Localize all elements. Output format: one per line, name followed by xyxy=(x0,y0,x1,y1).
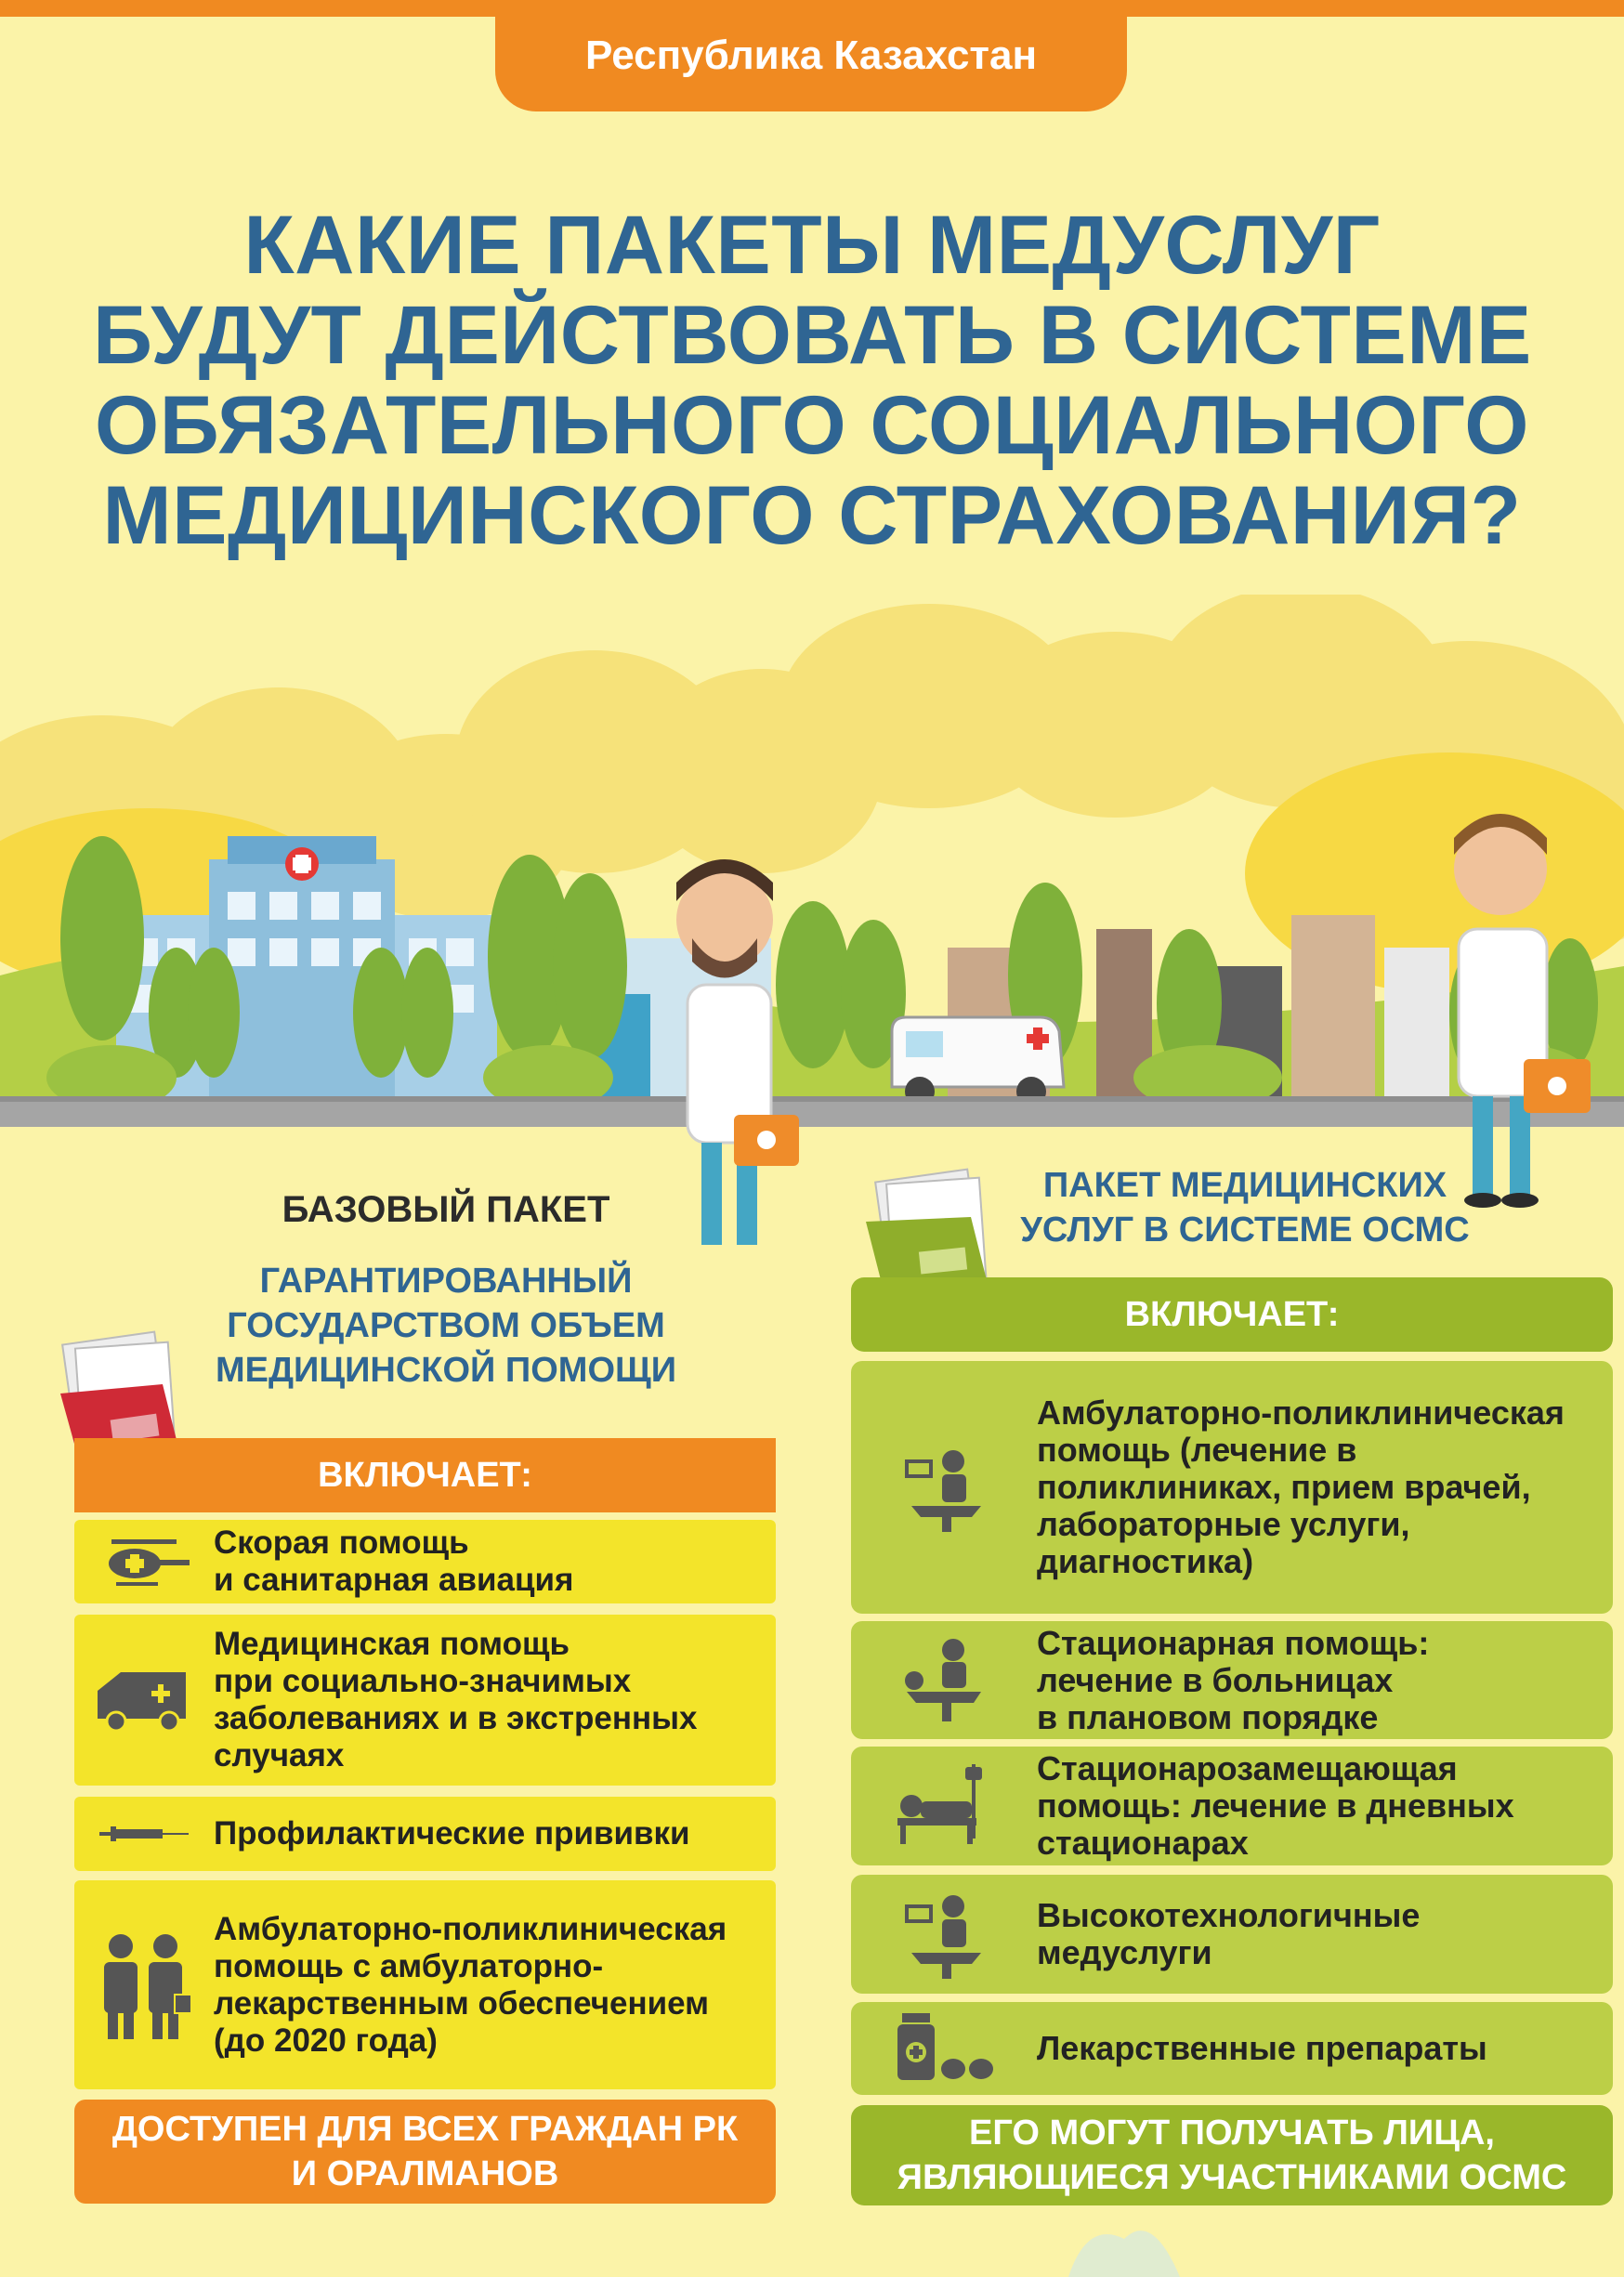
list-item xyxy=(74,1615,776,1786)
dental-chair-icon xyxy=(851,1441,1037,1534)
title-line: УСЛУГ В СИСТЕМЕ ОСМС xyxy=(1020,1210,1470,1250)
list-item-text xyxy=(214,1911,727,2060)
basic-package-subtitle xyxy=(177,1259,715,1393)
title-line: КАКИЕ ПАКЕТЫ МЕДУСЛУГ xyxy=(243,198,1381,291)
subtitle-line: ГАРАНТИРОВАННЫЙ xyxy=(259,1262,633,1301)
title-line: МЕДИЦИНСКОГО СТРАХОВАНИЯ? xyxy=(102,468,1522,561)
text-line: Скорая помощь xyxy=(214,1525,469,1561)
list-item-text xyxy=(214,1626,698,1774)
footer-line: ЕГО МОГУТ ПОЛУЧАТЬ ЛИЦА, xyxy=(969,2113,1495,2153)
list-item xyxy=(74,1880,776,2089)
basic-includes-header: ВКЛЮЧАЕТ: xyxy=(74,1438,776,1512)
medicine-icon xyxy=(851,2011,1037,2086)
text-line: (до 2020 года) xyxy=(214,2022,438,2059)
syringe-icon xyxy=(74,1823,214,1845)
text-line: помощь (лечение в xyxy=(1037,1431,1357,1469)
text-line: и санитарная авиация xyxy=(214,1562,574,1598)
list-item xyxy=(74,1520,776,1603)
list-item xyxy=(851,2002,1613,2095)
text-line: Высокотехнологичные xyxy=(1037,1896,1421,1934)
page-title xyxy=(93,200,1531,560)
list-item-text xyxy=(1037,1394,1565,1580)
hospital-bed-icon xyxy=(851,1760,1037,1852)
footer-line: ДОСТУПЕН ДЛЯ ВСЕХ ГРАЖДАН РК xyxy=(111,2110,739,2149)
text-line: Стационарная помощь: xyxy=(1037,1623,1430,1662)
text-line: помощь с амбулаторно- xyxy=(214,1947,604,1984)
list-item xyxy=(851,1621,1613,1739)
country-label: Республика Казахстан xyxy=(584,33,1038,78)
doctors-icon xyxy=(74,1930,214,2041)
text-line: случаях xyxy=(214,1737,345,1773)
text-line: при социально-значимых xyxy=(214,1663,632,1699)
text-line: поликлиниках, прием врачей, xyxy=(1037,1468,1531,1506)
decorative-leaves xyxy=(1050,2211,1198,2277)
helicopter-icon xyxy=(74,1534,214,1590)
list-item-text xyxy=(1037,1750,1514,1862)
hightech-icon xyxy=(851,1888,1037,1981)
text-line: лечение в больницах xyxy=(1037,1660,1394,1699)
list-item-text xyxy=(214,1815,690,1852)
basic-footer xyxy=(74,2100,776,2204)
curb xyxy=(0,1096,1624,1102)
list-item xyxy=(851,1875,1613,1994)
text-line: диагностика) xyxy=(1037,1542,1254,1580)
text-line: лекарственным обеспечением xyxy=(214,1984,710,2022)
text-line: Амбулаторно-поликлиническая xyxy=(1037,1394,1565,1432)
text-line: Амбулаторно-поликлиническая xyxy=(214,1910,727,1947)
text-line: в плановом порядке xyxy=(1037,1697,1379,1736)
title-line: ОБЯЗАТЕЛЬНОГО СОЦИАЛЬНОГО xyxy=(95,378,1529,471)
basic-package-title: БАЗОВЫЙ ПАКЕТ xyxy=(282,1189,610,1230)
list-item-text xyxy=(214,1525,573,1599)
footer-line: И ОРАЛМАНОВ xyxy=(291,2154,559,2193)
text-line: Стационарозамещающая xyxy=(1037,1749,1458,1787)
title-line: ПАКЕТ МЕДИЦИНСКИХ xyxy=(1042,1166,1447,1205)
building xyxy=(1384,948,1449,1106)
text-line: Профилактические прививки xyxy=(214,1815,690,1852)
city-scene-illustration xyxy=(0,595,1624,1245)
text-line: помощь: лечение в дневных xyxy=(1037,1786,1514,1825)
ambulance-icon xyxy=(74,1668,214,1733)
road xyxy=(0,1101,1624,1127)
list-item xyxy=(74,1797,776,1871)
footer-line: ЯВЛЯЮЩИЕСЯ УЧАСТНИКАМИ ОСМС xyxy=(897,2158,1567,2197)
list-item xyxy=(851,1361,1613,1614)
building xyxy=(1291,915,1375,1106)
text-line: медуслуги xyxy=(1037,1933,1212,1971)
text-line: заболеваниях и в экстренных xyxy=(214,1700,698,1736)
subtitle-line: ГОСУДАРСТВОМ ОБЪЕМ xyxy=(227,1306,665,1345)
osms-includes-header: ВКЛЮЧАЕТ: xyxy=(851,1277,1613,1352)
list-item xyxy=(851,1747,1613,1865)
text-line: стационарах xyxy=(1037,1824,1249,1862)
text-line: Медицинская помощь xyxy=(214,1626,570,1662)
subtitle-line: МЕДИЦИНСКОЙ ПОМОЩИ xyxy=(215,1351,677,1390)
text-line: Лекарственные препараты xyxy=(1037,2029,1487,2067)
list-item-text xyxy=(1037,1897,1420,1971)
osms-package-title xyxy=(957,1163,1533,1252)
list-item-text xyxy=(1037,2030,1487,2067)
country-tab xyxy=(495,0,1127,111)
osms-footer xyxy=(851,2105,1613,2205)
title-line: БУДУТ ДЕЙСТВОВАТЬ В СИСТЕМЕ xyxy=(93,288,1532,381)
text-line: лабораторные услуги, xyxy=(1037,1505,1410,1543)
doctor-patient-icon xyxy=(851,1636,1037,1724)
list-item-text xyxy=(1037,1625,1429,1736)
